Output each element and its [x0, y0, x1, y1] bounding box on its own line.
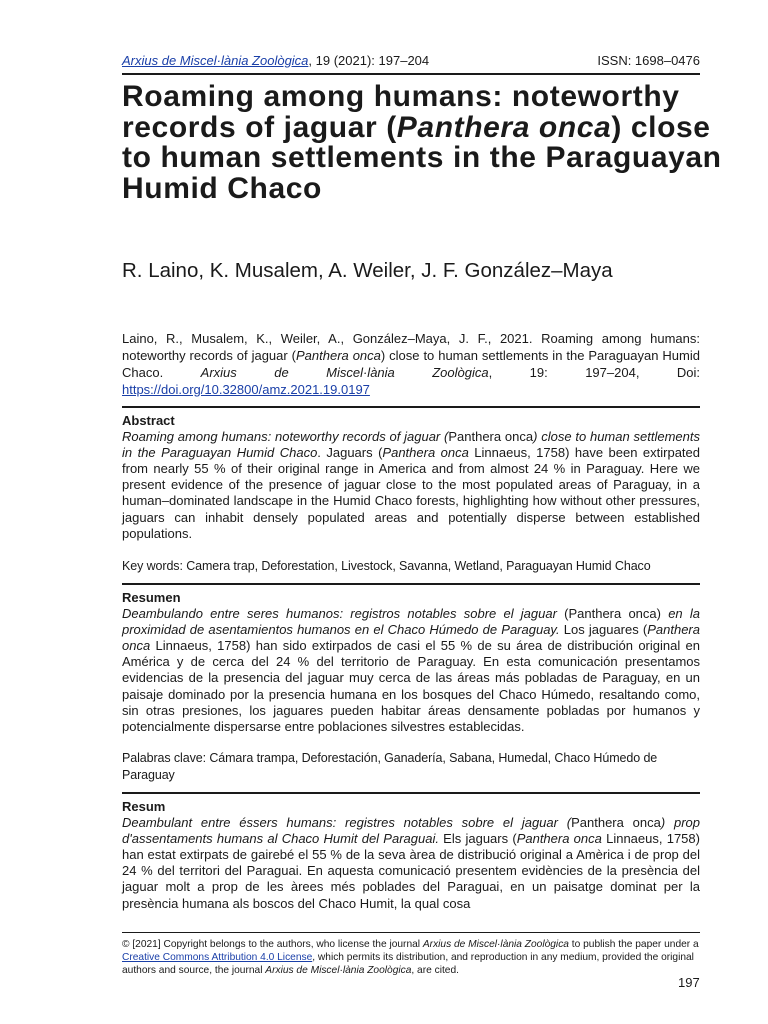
- abstract-heading: Abstract: [122, 413, 175, 428]
- footer-rule: [122, 932, 700, 933]
- page-number: 197: [678, 975, 700, 990]
- resumen-body: Deambulando entre seres humanos: registros notables sobre el jaguar (Panthera onca) en la proximidad de asentamientos humanos en el Chaco Húmedo de Paraguay. Los jaguares (Panthera onca Linnaeus, 1758) han sido extirpados de casi el 55 % de su área de distribución original en América y de cerca del 24 % del territorio de Paraguay. En esta comunicación presentamos evidencias de la presencia del jaguar muy cerca de las áreas más pobladas de Paraguay, en un paisaje dominado por la presencia humana en los bosques del Chaco Húmedo, resaltando como, sin otras presiones, los jaguares pueden habitar áreas densamente pobladas por humanos y potencialmente dispersarse entre poblaciones silvestres establecidas.: [122, 606, 700, 734]
- resum-section: [122, 799, 700, 912]
- volume-pages: , 19 (2021): 197–204: [308, 52, 430, 68]
- resumen-rule: [122, 583, 700, 585]
- resumen-heading: Resumen: [122, 590, 181, 605]
- issn: ISSN: 1698–0476: [597, 52, 700, 68]
- doi-link[interactable]: https://doi.org/10.32800/amz.2021.19.0197: [122, 382, 370, 397]
- running-header: [122, 51, 700, 69]
- author-list: R. Laino, K. Musalem, A. Weiler, J. F. González–Maya: [122, 259, 613, 282]
- resumen-section: [122, 590, 700, 735]
- resum-heading: Resum: [122, 799, 166, 814]
- copyright-footer: © [2021] Copyright belongs to the authors, who license the journal Arxius de Miscel·lània Zoològica to publish the paper under a Creative Commons Attribution 4.0 License, which permits its distribution, and reproduction in any medium, provided the original authors and source, the journal Arxius de Miscel·lània Zoològica, are cited.: [122, 939, 699, 976]
- article-title: Roaming among humans: noteworthy records of jaguar (Panthera onca) close to human settlements in the Paraguayan Humid Chaco: [122, 80, 722, 205]
- resum-rule: [122, 792, 700, 794]
- abstract-section: [122, 413, 700, 542]
- citation-block: Laino, R., Musalem, K., Weiler, A., González–Maya, J. F., 2021. Roaming among humans: noteworthy records of jaguar (Panthera onca) close to human settlements in the Paraguayan Humid Chaco. Arxius de Miscel·lània Zoològica, 19: 197–204, Doi: https://doi.org/10.32800/amz.2021.19.0197: [122, 331, 700, 397]
- resumen-keywords: Palabras clave: Cámara trampa, Deforestación, Ganadería, Sabana, Humedal, Chaco Húmedo de Paraguay: [122, 751, 658, 782]
- resum-body: Deambulant entre éssers humans: registres notables sobre el jaguar (Panthera onca) prop d'assentaments humans al Chaco Humit del Paraguai. Els jaguars (Panthera onca Linnaeus, 1758) han estat extirpats de gairebé el 55 % de la seva àrea de distribució original a Amèrica i de prop del 24 % del territori del Paraguai. En aquesta comunicació presentem evidències de la presència del jaguar molt a prop de les àrees més poblades del Paraguai, en un paisatge dominat per la presència humana als boscos del Chaco Humit, la qual cosa: [122, 815, 700, 911]
- header-rule: [122, 73, 700, 75]
- abstract-body: Roaming among humans: noteworthy records of jaguar (Panthera onca) close to human settlements in the Paraguayan Humid Chaco. Jaguars (Panthera onca Linnaeus, 1758) have been extirpated from nearly 55 % of their original range in America and from almost 24 % in Paraguay. Here we present evidence of the presence of jaguar close to the most populated areas of Paraguay, in a human–dominated landscape in the Humid Chaco forests, highlighting how without other pressures, jaguars can inhabit densely populated areas and potentially disperse between established populations.: [122, 429, 700, 541]
- journal-link[interactable]: Arxius de Miscel·lània Zoològica: [122, 52, 309, 68]
- journal-reference: [122, 53, 429, 68]
- abstract-rule: [122, 406, 700, 408]
- license-link[interactable]: Creative Commons Attribution 4.0 License: [122, 952, 313, 963]
- abstract-keywords: Key words: Camera trap, Deforestation, Livestock, Savanna, Wetland, Paraguayan Humid Chaco: [122, 559, 651, 573]
